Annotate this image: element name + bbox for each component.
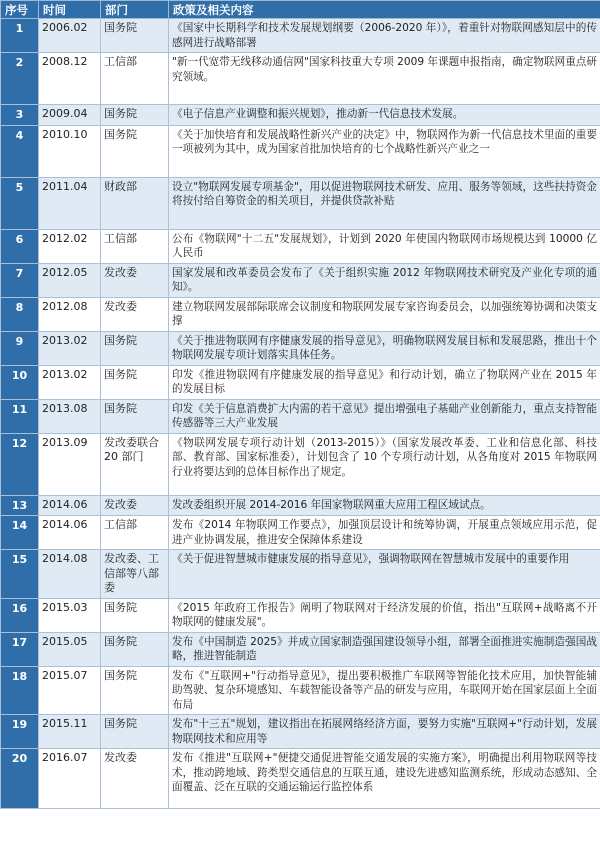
row-time: 2010.10: [39, 125, 101, 177]
table-row: [1, 666, 600, 715]
table-row: [1, 177, 600, 229]
table-row: [1, 331, 600, 365]
row-time: 2013.02: [39, 331, 101, 365]
row-content: 《2015 年政府工作报告》阐明了物联网对于经济发展的价值，指出"互联网+战略离不开物联网的健康发展"。: [169, 598, 600, 632]
row-time: 2013.02: [39, 365, 101, 399]
row-num: 20: [1, 749, 39, 809]
row-dept: 发改委: [101, 495, 169, 516]
row-time: 2015.11: [39, 715, 101, 749]
table-row: [1, 105, 600, 126]
row-num: 19: [1, 715, 39, 749]
table-row: [1, 53, 600, 105]
row-num: 5: [1, 177, 39, 229]
row-time: 2014.08: [39, 550, 101, 599]
table-row: [1, 365, 600, 399]
header-content: 政策及相关内容: [169, 1, 600, 19]
row-dept: 国务院: [101, 715, 169, 749]
table-header-row: [1, 1, 600, 19]
table-row: [1, 263, 600, 297]
table-row: [1, 19, 600, 53]
row-dept: 工信部: [101, 516, 169, 550]
row-num: 16: [1, 598, 39, 632]
row-time: 2013.08: [39, 399, 101, 433]
row-content: 发布《"互联网+"行动指导意见》，提出要积极推广车联网等智能化技术应用，加快智能辅助驾驶、复杂环境感知、车载智能设备等产品的研发与应用，车联网开始在国家层面上全面布局: [169, 666, 600, 715]
row-num: 10: [1, 365, 39, 399]
row-time: 2012.08: [39, 297, 101, 331]
table-row: [1, 297, 600, 331]
row-dept: 国务院: [101, 365, 169, 399]
table-row: [1, 632, 600, 666]
table-row: [1, 433, 600, 495]
row-dept: 国务院: [101, 598, 169, 632]
row-num: 6: [1, 229, 39, 263]
table-row: [1, 598, 600, 632]
row-num: 11: [1, 399, 39, 433]
row-time: 2014.06: [39, 495, 101, 516]
header-num: 序号: [1, 1, 39, 19]
row-num: 13: [1, 495, 39, 516]
row-num: 2: [1, 53, 39, 105]
row-content: 发布《推进"互联网+"便捷交通促进智能交通发展的实施方案》，明确提出利用物联网等技术，推动跨地域、跨类型交通信息的互联互通，建设先进感知监测系统，形成动态感知、全面覆盖、泛在互联的交通运输运行监控体系: [169, 749, 600, 809]
row-num: 4: [1, 125, 39, 177]
row-dept: 发改委联合 20 部门: [101, 433, 169, 495]
row-content: 《物联网发展专项行动计划（2013-2015）》（国家发展改革委、工业和信息化部、科技部、教育部、国家标准委），计划包含了 10 个专项行动计划，从各角度对 2015 年物联网行业将要达到的总体目标作出了规定。: [169, 433, 600, 495]
row-content: 印发《关于信息消费扩大内需的若干意见》提出增强电子基础产业创新能力，重点支持智能传感器等三大产业发展: [169, 399, 600, 433]
row-time: 2015.05: [39, 632, 101, 666]
table-row: [1, 550, 600, 599]
row-content: 建立物联网发展部际联席会议制度和物联网发展专家咨询委员会，以加强统筹协调和决策支撑: [169, 297, 600, 331]
table-row: [1, 125, 600, 177]
row-time: 2016.07: [39, 749, 101, 809]
row-time: 2008.12: [39, 53, 101, 105]
row-num: 8: [1, 297, 39, 331]
row-content: 《关于促进智慧城市健康发展的指导意见》，强调物联网在智慧城市发展中的重要作用: [169, 550, 600, 599]
row-dept: 国务院: [101, 19, 169, 53]
table-row: [1, 715, 600, 749]
row-dept: 国务院: [101, 632, 169, 666]
row-dept: 发改委、工信部等八部委: [101, 550, 169, 599]
row-dept: 国务院: [101, 399, 169, 433]
row-dept: 财政部: [101, 177, 169, 229]
row-num: 15: [1, 550, 39, 599]
row-dept: 发改委: [101, 749, 169, 809]
row-dept: 国务院: [101, 105, 169, 126]
row-content: 《电子信息产业调整和振兴规划》，推动新一代信息技术发展。: [169, 105, 600, 126]
row-content: 发布《中国制造 2025》并成立国家制造强国建设领导小组，部署全面推进实施制造强国战略，推进智能制造: [169, 632, 600, 666]
row-dept: 发改委: [101, 263, 169, 297]
table-body: [1, 19, 600, 809]
row-content: 发改委组织开展 2014-2016 年国家物联网重大应用工程区域试点。: [169, 495, 600, 516]
table-row: [1, 749, 600, 809]
table-row: [1, 495, 600, 516]
row-num: 3: [1, 105, 39, 126]
row-time: 2013.09: [39, 433, 101, 495]
table-row: [1, 399, 600, 433]
row-content: 设立"物联网发展专项基金"，用以促进物联网技术研发、应用、服务等领域，这些扶持资金将按付给自筹资金的相关项目，并提供贷款补贴: [169, 177, 600, 229]
row-content: 《关于推进物联网有序健康发展的指导意见》，明确物联网发展目标和发展思路，推出十个物联网发展专项计划落实具体任务。: [169, 331, 600, 365]
table-row: [1, 229, 600, 263]
row-content: 《关于加快培育和发展战略性新兴产业的决定》中，物联网作为新一代信息技术里面的重要一项被列为其中，成为国家首批加快培育的七个战略性新兴产业之一: [169, 125, 600, 177]
row-content: 发布"十三五"规划，建议指出在拓展网络经济方面，要努力实施"互联网+"行动计划，发展物联网技术和应用等: [169, 715, 600, 749]
row-time: 2011.04: [39, 177, 101, 229]
row-dept: 发改委: [101, 297, 169, 331]
row-time: 2015.03: [39, 598, 101, 632]
row-time: 2006.02: [39, 19, 101, 53]
row-time: 2014.06: [39, 516, 101, 550]
table-row: [1, 516, 600, 550]
row-content: 《国家中长期科学和技术发展规划纲要（2006-2020 年）》，着重针对物联网感知层中的传感网进行战略部署: [169, 19, 600, 53]
row-num: 1: [1, 19, 39, 53]
row-num: 14: [1, 516, 39, 550]
row-dept: 工信部: [101, 53, 169, 105]
header-dept: 部门: [101, 1, 169, 19]
row-content: 公布《物联网"十二五"发展规划》，计划到 2020 年使国内物联网市场规模达到 10000 亿人民币: [169, 229, 600, 263]
header-time: 时间: [39, 1, 101, 19]
row-content: 发布《2014 年物联网工作要点》，加强顶层设计和统筹协调，开展重点领域应用示范，促进产业协调发展，推进安全保障体系建设: [169, 516, 600, 550]
row-num: 9: [1, 331, 39, 365]
row-dept: 国务院: [101, 331, 169, 365]
row-dept: 国务院: [101, 666, 169, 715]
row-num: 7: [1, 263, 39, 297]
row-content: 印发《推进物联网有序健康发展的指导意见》和行动计划，确立了物联网产业在 2015 年的发展目标: [169, 365, 600, 399]
row-time: 2015.07: [39, 666, 101, 715]
row-num: 12: [1, 433, 39, 495]
row-time: 2012.02: [39, 229, 101, 263]
row-dept: 国务院: [101, 125, 169, 177]
row-num: 17: [1, 632, 39, 666]
row-content: "新一代宽带无线移动通信网"国家科技重大专项 2009 年课题申报指南，确定物联网重点研究领域。: [169, 53, 600, 105]
row-time: 2012.05: [39, 263, 101, 297]
row-content: 国家发展和改革委员会发布了《关于组织实施 2012 年物联网技术研究及产业化专项的通知》。: [169, 263, 600, 297]
row-num: 18: [1, 666, 39, 715]
row-time: 2009.04: [39, 105, 101, 126]
row-dept: 工信部: [101, 229, 169, 263]
